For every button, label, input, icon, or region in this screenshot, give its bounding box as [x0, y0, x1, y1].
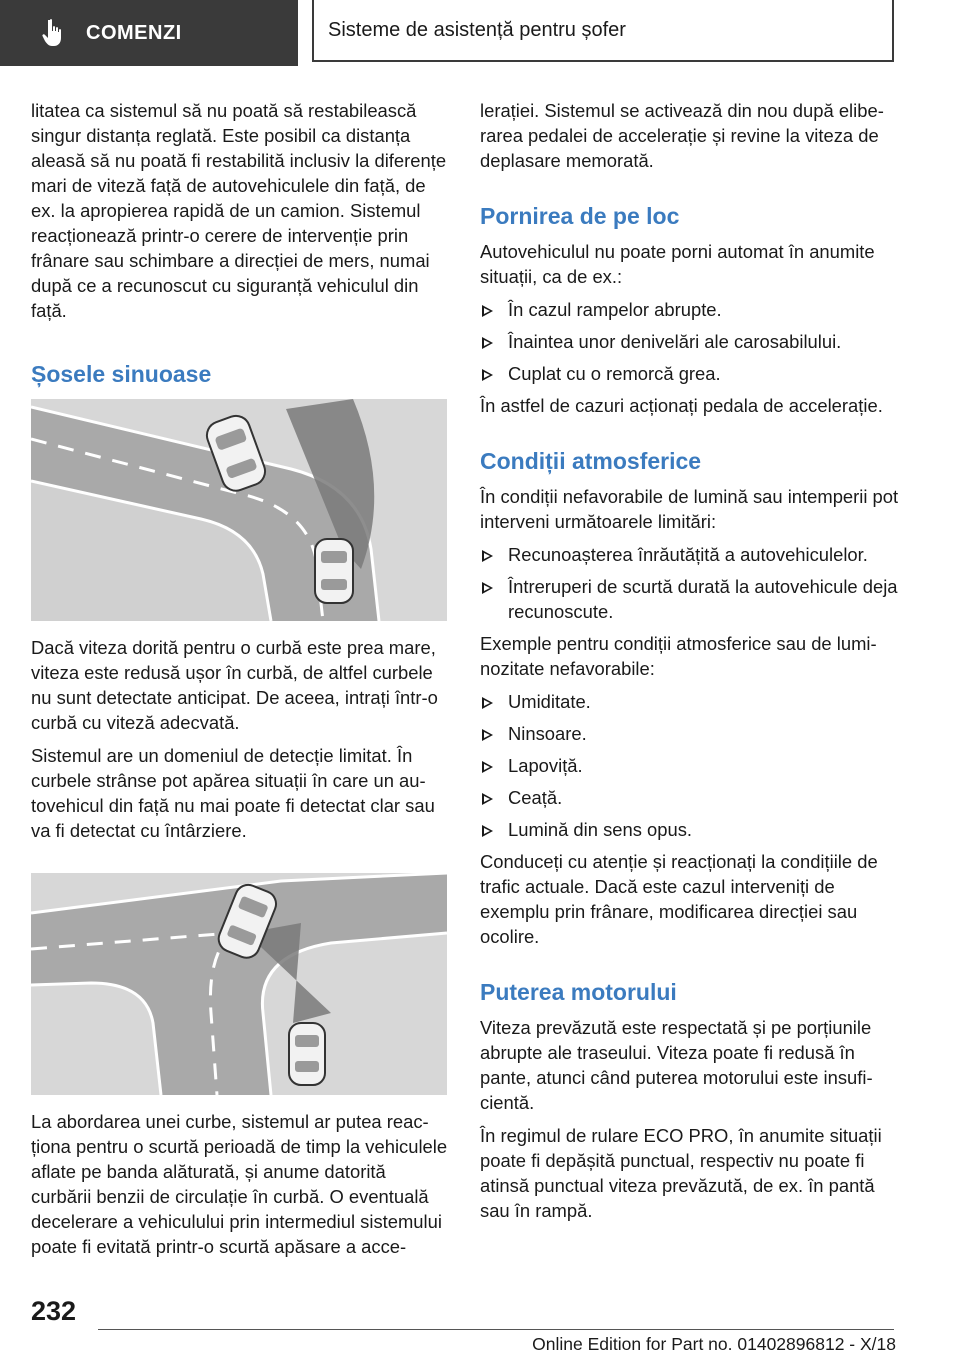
triangle-arrow-icon	[482, 761, 493, 773]
footer-divider	[98, 1329, 894, 1330]
triangle-arrow-icon	[482, 369, 493, 381]
list-item: Ceață.	[480, 785, 900, 810]
paragraph: Dacă viteza dorită pentru o curbă este prea mare, viteza este redusă ușor în curbă, de altfel curbele nu sunt detectate anticipat. De aceea, intrați într-o curbă cu viteză adecvată.	[31, 637, 438, 733]
left-column	[31, 98, 451, 1267]
list-item: Recunoașterea înrăutățită a autovehiculelor.	[480, 542, 900, 567]
edition-note: Online Edition for Part no. 01402896812 - X/18	[532, 1334, 896, 1354]
curve-illustration-2	[31, 873, 447, 1095]
hand-pointer-icon	[40, 18, 64, 48]
paragraph: În astfel de cazuri acționați pedala de accelerație.	[480, 395, 883, 416]
triangle-arrow-icon	[482, 337, 493, 349]
car-icon	[315, 539, 353, 603]
list-pornire	[480, 297, 900, 386]
paragraph: Autovehiculul nu poate porni automat în anumite situații, ca de ex.:	[480, 241, 875, 287]
list-item: Lapoviță.	[480, 753, 900, 778]
triangle-arrow-icon	[482, 697, 493, 709]
header-tab-label: COMENZI	[86, 21, 182, 44]
list-limitari	[480, 542, 900, 624]
heading-sosele-sinuoase: Șosele sinuoase	[31, 361, 212, 387]
section-title: Sisteme de asistență pentru șofer	[312, 0, 894, 62]
heading-puterea-motorului: Puterea motorului	[480, 979, 677, 1005]
paragraph: La abordarea unei curbe, sistemul ar putea reacționa pentru o scurtă perioadă de timp la vehiculele aflate pe banda alăturată, și anume datorită curbării benzii de circulație în curbă. O eventuală decelerare a vehiculului prin intermediul sistemului poate fi evitată printr-o scurtă apăsare a acce-	[31, 1111, 448, 1257]
list-item: Cuplat cu o remorcă grea.	[480, 361, 900, 386]
triangle-arrow-icon	[482, 305, 493, 317]
paragraph: Exemple pentru condiții atmosferice sau de luminozitate nefavorabile:	[480, 633, 877, 679]
list-item: Lumină din sens opus.	[480, 817, 900, 842]
curve-illustration-1	[31, 399, 447, 621]
header-tab	[0, 0, 298, 66]
paragraph: În regimul de rulare ECO PRO, în anumite situații poate fi depășită punctual, respectiv nu poate fi atinsă punctual viteza prevăzută, de ex. în pantă sau în rampă.	[480, 1125, 882, 1221]
triangle-arrow-icon	[482, 793, 493, 805]
page-number: 232	[31, 1296, 77, 1326]
paragraph: În condiții nefavorabile de lumină sau intemperii pot interveni următoarele limitări:	[480, 486, 899, 532]
right-column	[480, 98, 900, 1231]
paragraph: Sistemul are un domeniul de detecție limitat. În curbele strânse pot apărea situații în care un autovehicul din față nu mai poate fi detectat clar sau va fi detectat cu întârziere.	[31, 745, 435, 841]
list-item: Înaintea unor denivelări ale carosabilului.	[480, 329, 900, 354]
list-conditii	[480, 689, 900, 842]
list-item: Întreruperi de scurtă durată la autovehicule deja recunoscute.	[480, 574, 900, 624]
heading-pornirea-de-pe-loc: Pornirea de pe loc	[480, 203, 680, 229]
list-item: Umiditate.	[480, 689, 900, 714]
paragraph: lerației. Sistemul se activează din nou după eliberarea pedalei de accelerație și revine la viteza de deplasare memorată.	[480, 100, 884, 171]
paragraph: Conduceți cu atenție și reacționați la condițiile de trafic actuale. Dacă este cazul interveniți de exemplu prin frânare, modificarea direcției sau ocolire.	[480, 851, 878, 947]
triangle-arrow-icon	[482, 550, 493, 562]
heading-conditii-atmosferice: Condiții atmosferice	[480, 448, 702, 474]
list-item: Ninsoare.	[480, 721, 900, 746]
triangle-arrow-icon	[482, 729, 493, 741]
list-item: În cazul rampelor abrupte.	[480, 297, 900, 322]
car-icon	[289, 1023, 325, 1085]
paragraph: Viteza prevăzută este respectată și pe porțiunile abrupte ale traseului. Viteza poate fi redusă în pante, atunci când puterea motorului este insuficientă.	[480, 1017, 873, 1113]
triangle-arrow-icon	[482, 582, 493, 594]
triangle-arrow-icon	[482, 825, 493, 837]
paragraph: litatea ca sistemul să nu poată să restabilească singur distanța reglată. Este posibil ca distanța aleasă să nu poată fi restabilită inclusiv la diferențe mari de viteză față de autovehiculele din față, de ex. la apropierea rapidă de un camion. Sistemul reacționează printr-o cerere de intervenție prin frânare sau schimbare a direcției de mers, numai după ce a recunoscut cu siguranță vehiculul din față.	[31, 100, 447, 321]
